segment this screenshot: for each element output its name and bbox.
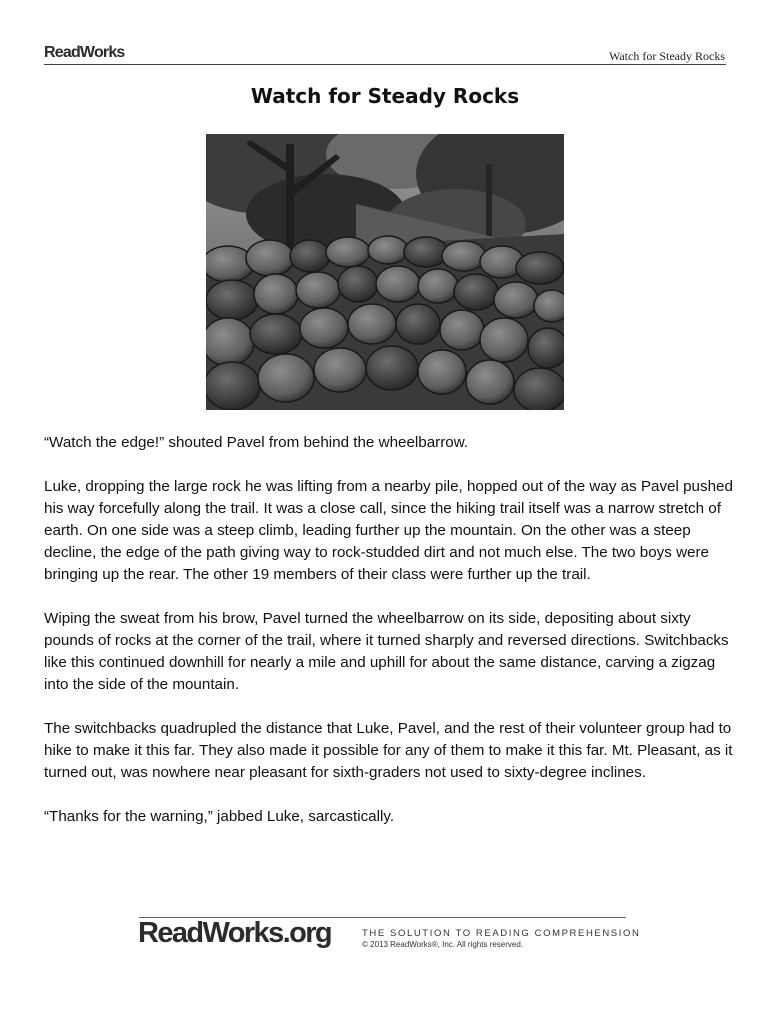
story-paragraph: The switchbacks quadrupled the distance that Luke, Pavel, and the rest of their volunteer group had to hike to make it this far. They also made it possible for any of them to make it this far. Mt. Pleasant, as it turned out, was nowhere near pleasant for sixth-graders not used to sixty-degree inclines. [44,720,733,781]
stone-wall-photo [206,134,564,410]
story-paragraph: Luke, dropping the large rock he was lifting from a nearby pile, hopped out of the way as Pavel pushed his way forcefully along the trail. It was a close call, since the hiking trail itself was a narrow stretch of earth. On one side was a steep climb, leading further up the mountain. On the other was a steep decline, the edge of the path giving way to rock-studded dirt and not much else. The two boys were bringing up the rear. The other 19 members of their class were further up the trail. [44,478,733,583]
footer-copyright: © 2013 ReadWorks®, Inc. All rights reserved. [362,940,524,949]
header-divider [44,64,726,65]
header-logo: ReadWorks [44,44,125,61]
running-title: Watch for Steady Rocks [608,49,725,63]
footer-logo: ReadWorks.org [138,917,331,949]
story-paragraph: “Thanks for the warning,” jabbed Luke, sarcastically. [44,808,395,825]
article-title: Watch for Steady Rocks [250,84,520,108]
story-paragraph: “Watch the edge!” shouted Pavel from behind the wheelbarrow. [44,434,469,451]
story-body [44,432,734,850]
footer-tagline: THE SOLUTION TO READING COMPREHENSION [362,928,641,939]
story-paragraph: Wiping the sweat from his brow, Pavel turned the wheelbarrow on its side, depositing about sixty pounds of rocks at the corner of the trail, where it turned sharply and reversed directions. Switchbacks like this continued downhill for nearly a mile and uphill for about the same distance, carving a zigzag into the side of the mountain. [44,610,729,693]
